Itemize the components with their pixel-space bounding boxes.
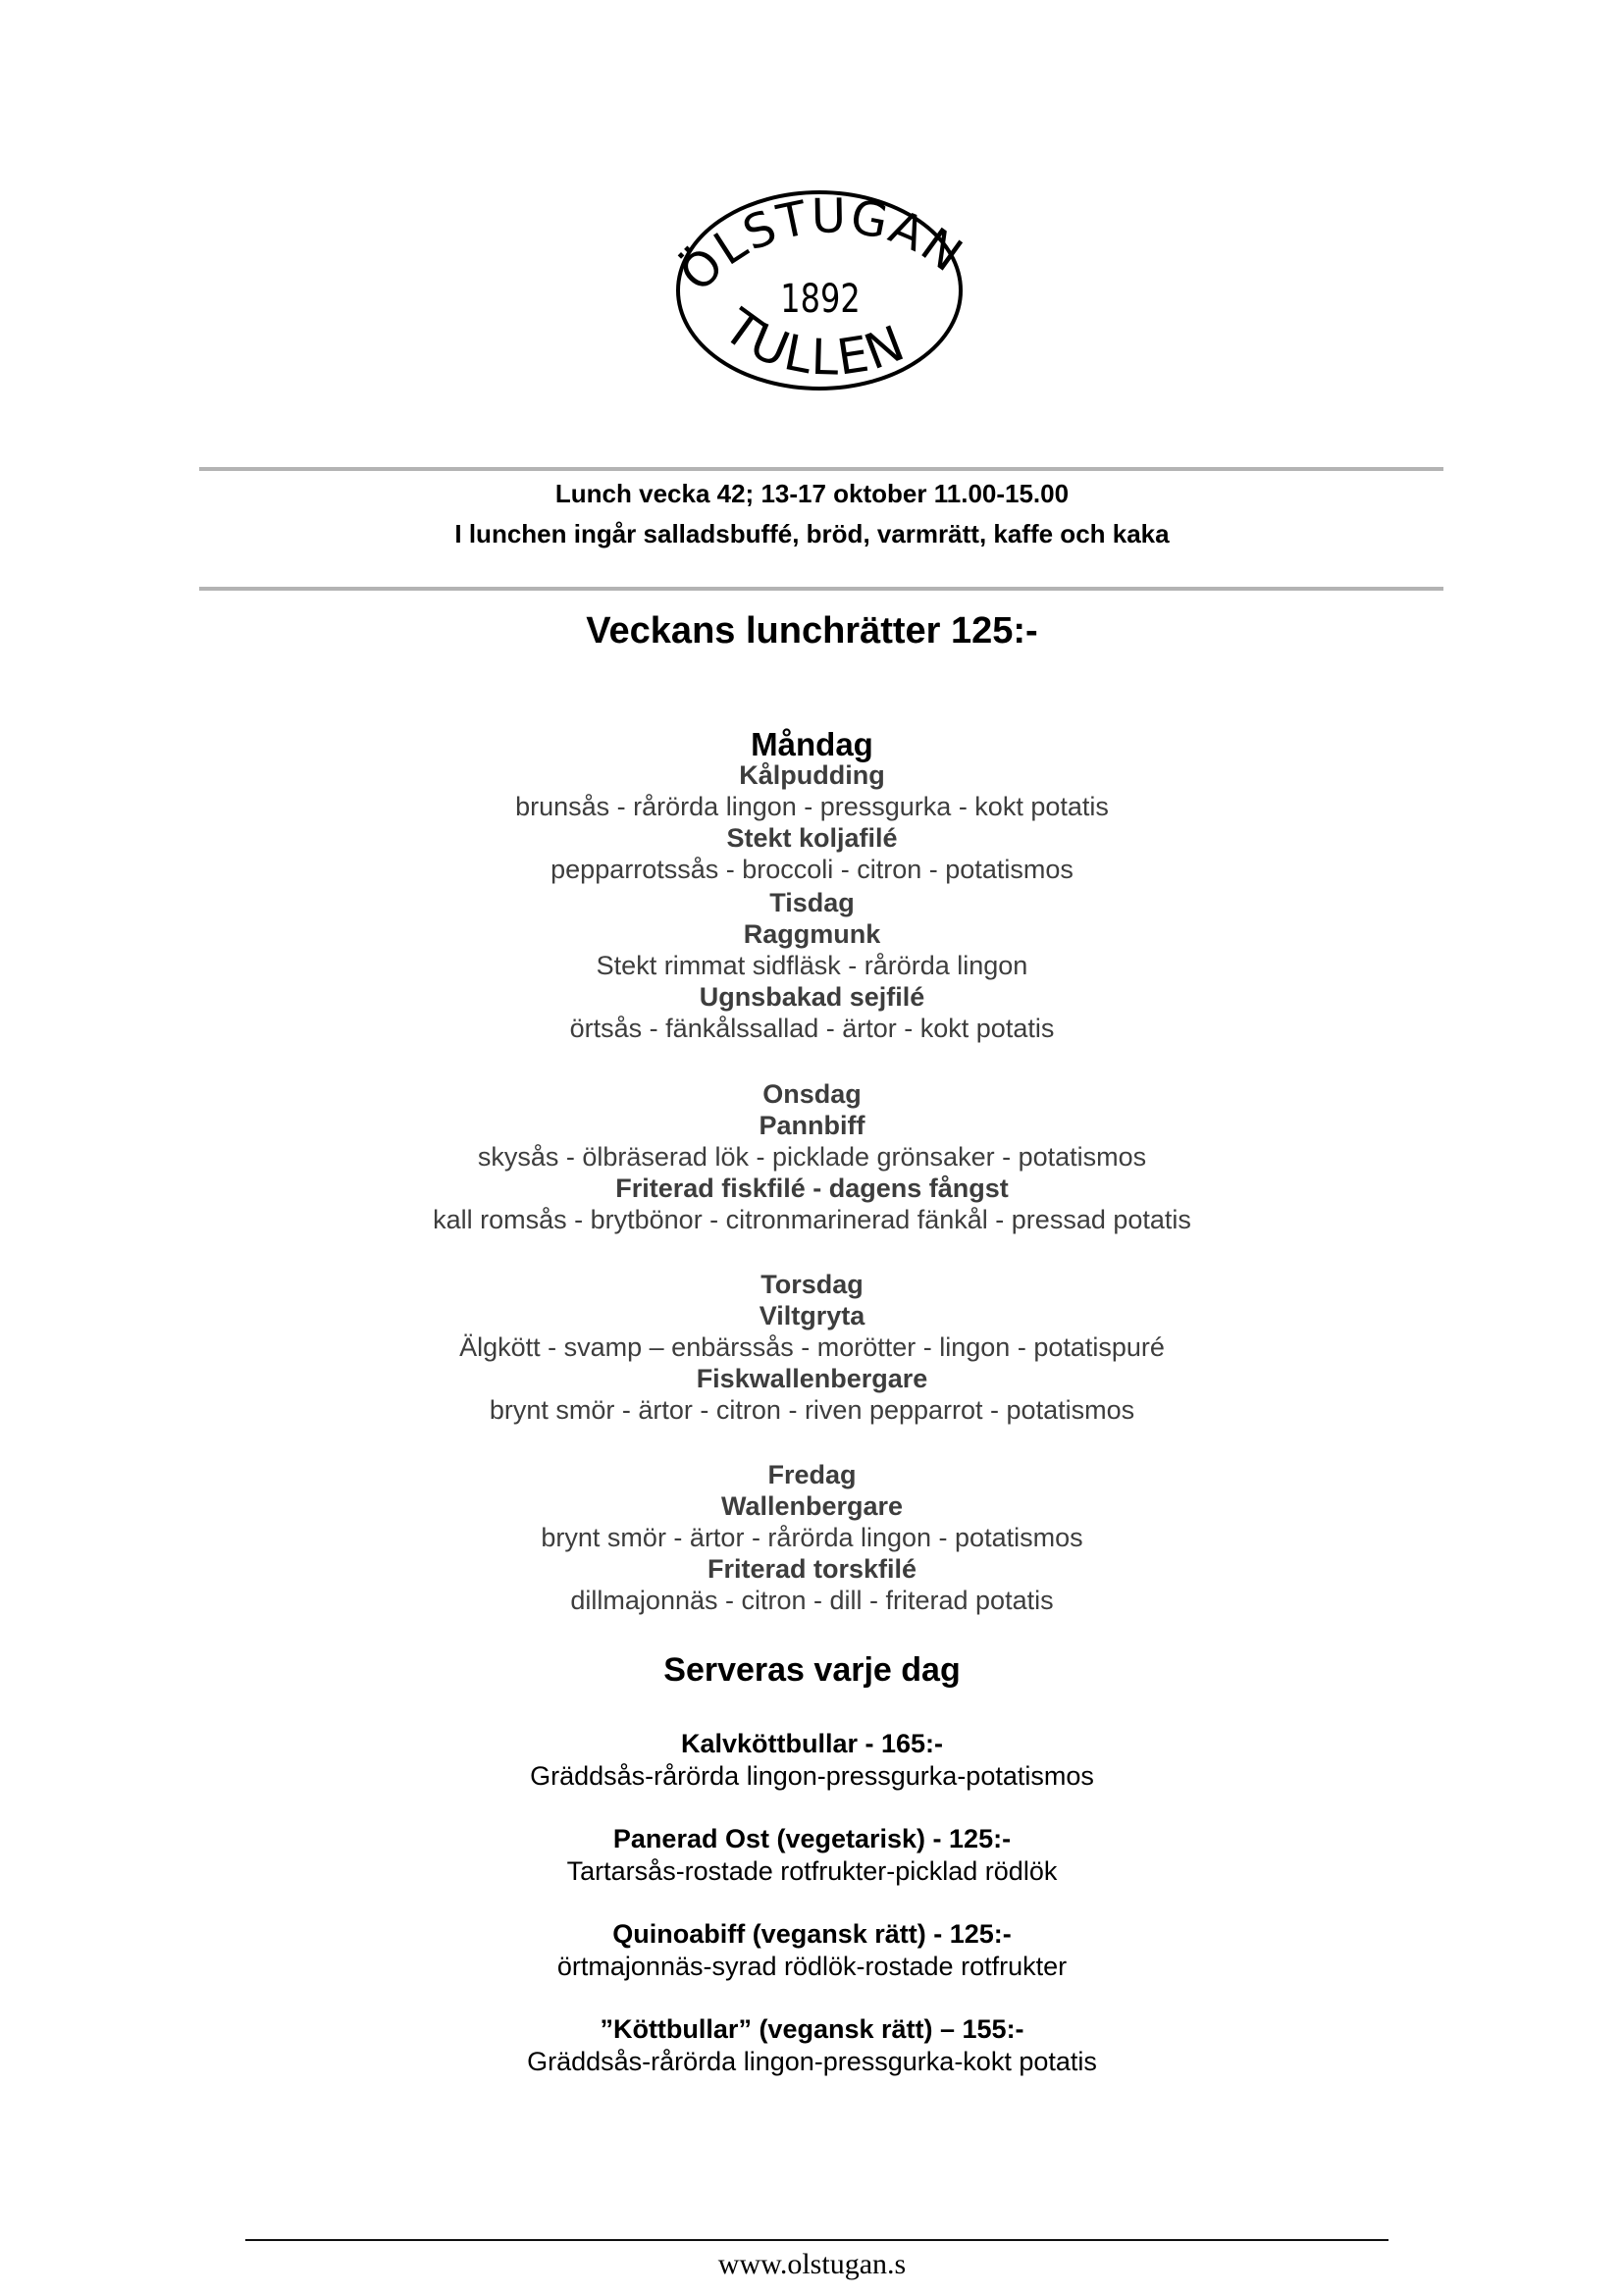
dish-description: skysås - ölbräserad lök - picklade grönsaker - potatismos [477,1142,1147,1172]
dish-description: brynt smör - ärtor - citron - riven pepparrot - potatismos [489,1395,1135,1425]
daily-item [0,1728,1624,1793]
header-top-rule [199,467,1443,471]
dish-name: Wallenbergare [720,1491,904,1521]
dish-description: Gräddsås-rårörda lingon-pressgurka-potatismos [530,1761,1094,1791]
dish-description: dillmajonnäs - citron - dill - friterad potatis [570,1586,1054,1615]
dish-name: Fiskwallenbergare [696,1364,928,1393]
dish-description: örtmajonnäs-syrad rödlök-rostade rotfrukter [556,1952,1068,1981]
dish-description: Stekt rimmat sidfläsk - rårörda lingon [596,951,1028,980]
dish-description: Tartarsås-rostade rotfrukter-picklad rödlök [566,1856,1058,1886]
dish-name: Kålpudding [739,760,885,790]
footer-url: www.olstugan.s [717,2248,907,2280]
dish-name: ”Köttbullar” (vegansk rätt) – 155:- [600,2014,1024,2044]
day-name: Onsdag [762,1079,862,1109]
day-block-tuesday [0,887,1624,1044]
logo-name: ÖLSTUGAN [669,188,973,302]
dish-name: Raggmunk [743,919,881,949]
dish-description: kall romsås - brytbönor - citronmarinerad fänkål - pressad potatis [433,1205,1191,1234]
dish-name: Friterad fiskfilé - dagens fångst [615,1174,1009,1203]
day-block-monday [0,726,1624,885]
header-bottom-rule [199,587,1443,591]
dish-name: Pannbiff [759,1111,865,1140]
dish-name: Kalvköttbullar - 165:- [680,1729,944,1758]
day-name: Tisdag [769,888,855,917]
dish-name: Quinoabiff (vegansk rätt) - 125:- [612,1919,1012,1949]
logo-year: 1892 [780,275,861,322]
logo-place: TULLEN [713,297,914,387]
daily-menu-title: Serveras varje dag [663,1651,961,1689]
lunch-includes: I lunchen ingår salladsbuffé, bröd, varmrätt, kaffe och kaka [454,519,1170,548]
day-name: Måndag [751,726,873,762]
day-block-wednesday [0,1078,1624,1235]
weekly-menu-title: Veckans lunchrätter 125:- [586,610,1038,652]
dish-name: Panerad Ost (vegetarisk) - 125:- [612,1824,1012,1853]
daily-item [0,2013,1624,2078]
daily-item [0,1918,1624,1983]
dish-description: brynt smör - ärtor - rårörda lingon - potatismos [541,1523,1083,1552]
daily-item [0,1823,1624,1888]
day-block-thursday [0,1269,1624,1426]
week-dates: Lunch vecka 42; 13-17 oktober 11.00-15.00 [554,479,1070,508]
dish-description: pepparrotssås - broccoli - citron - potatismos [550,855,1074,884]
day-block-friday [0,1459,1624,1616]
day-name: Torsdag [760,1270,864,1299]
dish-name: Friterad torskfilé [707,1554,917,1584]
dish-description: örtsås - fänkålssallad - ärtor - kokt potatis [569,1014,1055,1043]
dish-name: Viltgryta [759,1301,865,1330]
footer-rule [245,2239,1388,2241]
dish-description: brunsås - rårörda lingon - pressgurka - kokt potatis [515,792,1109,821]
dish-description: Älgkött - svamp – enbärssås - morötter - lingon - potatispuré [459,1332,1165,1362]
dish-name: Stekt koljafilé [726,823,898,853]
dish-description: Gräddsås-rårörda lingon-pressgurka-kokt potatis [527,2047,1097,2076]
day-name: Fredag [767,1460,857,1489]
dish-name: Ugnsbakad sejfilé [699,982,925,1012]
olstugan-logo [0,0,1624,412]
